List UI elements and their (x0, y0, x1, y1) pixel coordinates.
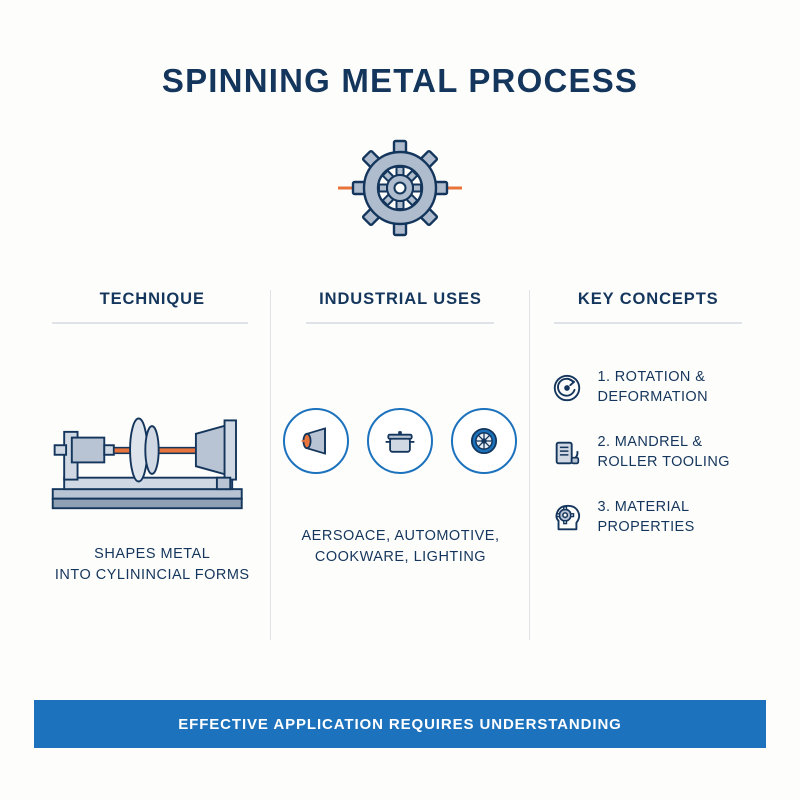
concept-2-text (597, 433, 729, 472)
divider-technique (52, 322, 248, 324)
wheel-rim-icon (451, 408, 517, 474)
columns-container (34, 290, 766, 640)
concept-2-line-1: 2. MANDREL & (597, 434, 703, 451)
column-key-concepts-heading: KEY CONCEPTS (577, 290, 719, 308)
footer-text: EFFECTIVE APPLICATION REQUIRES UNDERSTANDING (178, 715, 622, 733)
industrial-uses-caption-line-2: COOKWARE, LIGHTING (314, 549, 487, 566)
list-item (550, 433, 754, 472)
concept-1-line-2: DEFORMATION (597, 388, 708, 405)
concept-1-text (597, 368, 707, 407)
concept-3-line-2: PROPERTIES (597, 518, 695, 535)
metal-spinning-lathe-icon (46, 370, 258, 530)
technique-caption-line-2: INTO CYLININCIAL FORMS (54, 567, 250, 584)
concept-2-line-2: ROLLER TOOLING (597, 453, 730, 470)
column-key-concepts (529, 290, 766, 640)
mandrel-roller-tooling-icon (550, 436, 584, 470)
divider-key-concepts (554, 322, 742, 324)
list-item (550, 368, 754, 407)
footer-banner (34, 700, 766, 748)
rotation-arrow-icon (550, 371, 584, 405)
industrial-uses-caption (283, 526, 517, 568)
cone-nozzle-icon (283, 408, 349, 474)
gear-arrow-icon (330, 133, 470, 243)
column-industrial-uses (270, 290, 529, 640)
technique-caption-line-1: SHAPES METAL (94, 546, 211, 562)
page-title: SPINNING METAL PROCESS (161, 62, 639, 99)
column-industrial-uses-heading: INDUSTRIAL USES (319, 290, 482, 308)
cookware-pot-icon (367, 408, 433, 474)
divider-industrial-uses (306, 322, 494, 324)
technique-caption (46, 544, 258, 586)
concept-3-text (597, 498, 694, 537)
industrial-uses-icon-row (283, 408, 517, 474)
list-item (550, 498, 754, 537)
concept-3-line-1: 3. MATERIAL (597, 499, 690, 516)
column-technique (34, 290, 270, 640)
key-concepts-list (542, 368, 754, 537)
column-technique-heading: TECHNIQUE (99, 290, 205, 308)
industrial-uses-caption-line-1: AERSOACE, AUTOMOTIVE, (301, 528, 500, 544)
concept-1-line-1: 1. ROTATION & (597, 369, 706, 385)
material-properties-head-gear-icon (550, 501, 584, 535)
